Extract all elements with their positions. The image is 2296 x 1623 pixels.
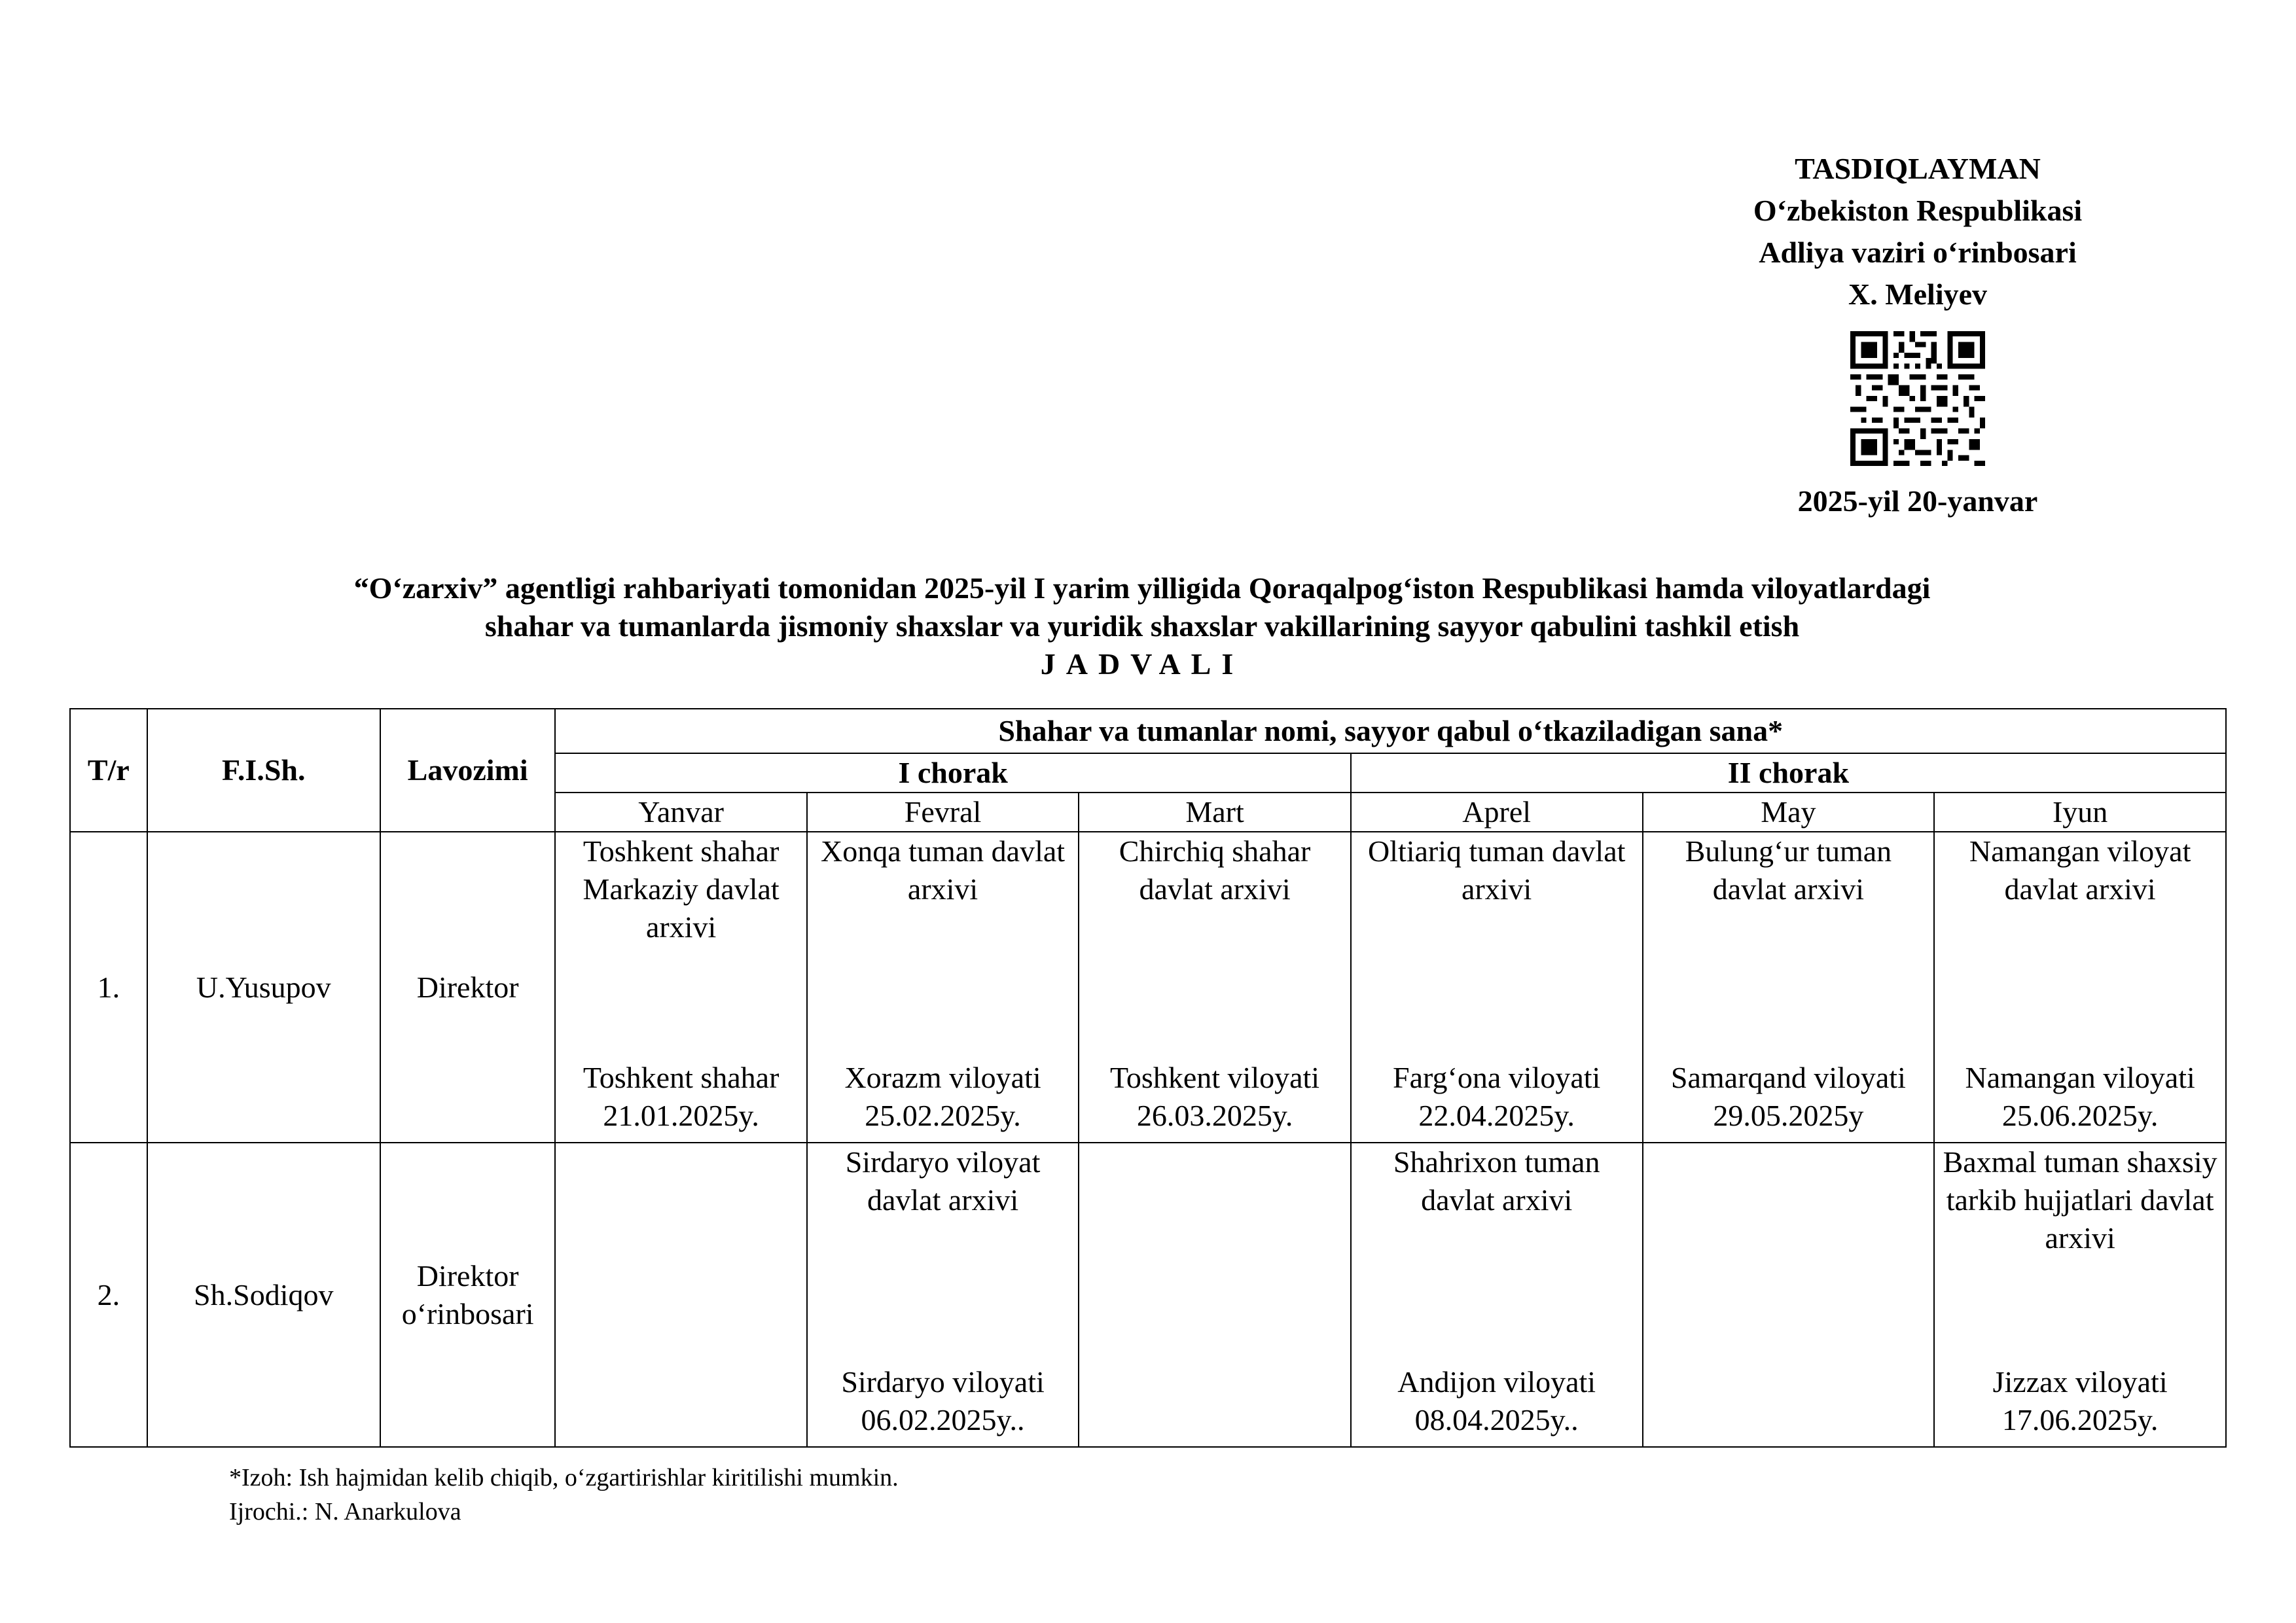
cell-region: Sirdaryo viloyati bbox=[841, 1365, 1045, 1399]
cell-region: Toshkent shahar bbox=[583, 1061, 780, 1094]
header-places-dates: Shahar va tumanlar nomi, sayyor qabul oʻtkaziladigan sana* bbox=[555, 709, 2226, 753]
cell-date: 25.06.2025y. bbox=[2001, 1099, 2159, 1132]
row-full-name: Sh.Sodiqov bbox=[147, 1143, 380, 1447]
header-month-march: Mart bbox=[1079, 793, 1351, 832]
footer-note: *Izoh: Ish hajmidan kelib chiqib, oʻzgartirishlar kiritilishi mumkin. bbox=[229, 1464, 899, 1491]
table-row bbox=[70, 832, 2226, 1143]
cell-place: Namangan viloyat davlat arxivi bbox=[1969, 834, 2191, 906]
heading-line-2: shahar va tumanlarda jismoniy shaxslar va yuridik shaxslar vakillarining sayyor qabulini tashkil etish bbox=[484, 609, 1800, 643]
document-type: JADVALI bbox=[1040, 647, 1244, 681]
schedule-cell-april bbox=[1351, 1143, 1643, 1447]
schedule-table bbox=[69, 708, 2227, 1448]
approval-line-1: Oʻzbekiston Respublikasi bbox=[1753, 194, 2083, 227]
cell-place: Baxmal tuman shaxsiy tarkib hujjatlari davlat arxivi bbox=[1943, 1145, 2217, 1255]
footer-executor: Ijrochi.: N. Anarkulova bbox=[229, 1498, 461, 1525]
cell-region: Andijon viloyati bbox=[1397, 1365, 1596, 1399]
cell-date: 29.05.2025y bbox=[1713, 1099, 1864, 1132]
row-full-name: U.Yusupov bbox=[147, 832, 380, 1143]
cell-region: Namangan viloyati bbox=[1965, 1061, 2195, 1094]
approval-signer: X. Meliyev bbox=[1848, 277, 1988, 311]
cell-date: 08.04.2025y.. bbox=[1414, 1403, 1579, 1436]
cell-place: Sirdaryo viloyat davlat arxivi bbox=[845, 1145, 1041, 1217]
cell-place: Bulungʻur tuman davlat arxivi bbox=[1685, 834, 1892, 906]
header-month-june: Iyun bbox=[1934, 793, 2226, 832]
row-number: 2. bbox=[70, 1143, 147, 1447]
footer bbox=[229, 1461, 899, 1529]
schedule-cell-march bbox=[1079, 832, 1351, 1143]
header-month-may: May bbox=[1643, 793, 1935, 832]
header-month-january: Yanvar bbox=[555, 793, 806, 832]
approval-line-2: Adliya vaziri oʻrinbosari bbox=[1759, 236, 2077, 269]
approval-block bbox=[1676, 148, 2160, 522]
table-row bbox=[70, 1143, 2226, 1447]
schedule-cell-january bbox=[555, 1143, 806, 1447]
schedule-cell-april bbox=[1351, 832, 1643, 1143]
cell-place: Oltiariq tuman davlat arxivi bbox=[1367, 834, 1626, 906]
schedule-cell-june bbox=[1934, 832, 2226, 1143]
cell-place: Xonqa tuman davlat arxivi bbox=[821, 834, 1066, 906]
cell-region: Fargʻona viloyati bbox=[1393, 1061, 1601, 1094]
cell-region: Xorazm viloyati bbox=[844, 1061, 1041, 1094]
cell-region: Toshkent viloyati bbox=[1110, 1061, 1320, 1094]
header-full-name: F.I.Sh. bbox=[147, 709, 380, 832]
heading-line-1: “Oʻzarxiv” agentligi rahbariyati tomonidan 2025-yil I yarim yilligida Qoraqalpogʻiston Respublikasi hamda viloyatlardagi bbox=[353, 571, 1931, 605]
header-month-february: Fevral bbox=[807, 793, 1079, 832]
schedule-cell-january bbox=[555, 832, 806, 1143]
cell-date: 25.02.2025y. bbox=[865, 1099, 1021, 1132]
header-number: T/r bbox=[70, 709, 147, 832]
document-heading bbox=[65, 569, 2219, 683]
schedule-cell-may bbox=[1643, 832, 1935, 1143]
header-quarter-2: II chorak bbox=[1351, 753, 2226, 793]
cell-date: 17.06.2025y. bbox=[2001, 1403, 2159, 1436]
schedule-cell-february bbox=[807, 832, 1079, 1143]
cell-place: Shahrixon tuman davlat arxivi bbox=[1393, 1145, 1600, 1217]
schedule-cell-february bbox=[807, 1143, 1079, 1447]
cell-place: Chirchiq shahar davlat arxivi bbox=[1119, 834, 1311, 906]
approval-date: 2025-yil 20-yanvar bbox=[1797, 484, 2038, 518]
cell-region: Samarqand viloyati bbox=[1670, 1061, 1906, 1094]
cell-date: 21.01.2025y. bbox=[603, 1099, 759, 1132]
cell-date: 26.03.2025y. bbox=[1136, 1099, 1293, 1132]
cell-date: 22.04.2025y. bbox=[1418, 1099, 1575, 1132]
schedule-cell-march bbox=[1079, 1143, 1351, 1447]
cell-place: Toshkent shahar Markaziy davlat arxivi bbox=[583, 834, 780, 944]
qr-code-icon bbox=[1850, 331, 1985, 466]
cell-date: 06.02.2025y.. bbox=[861, 1403, 1025, 1436]
row-number: 1. bbox=[70, 832, 147, 1143]
header-quarter-1: I chorak bbox=[555, 753, 1350, 793]
row-position: Direktor bbox=[380, 832, 556, 1143]
approval-title: TASDIQLAYMAN bbox=[1795, 152, 2041, 185]
schedule-cell-may bbox=[1643, 1143, 1935, 1447]
cell-region: Jizzax viloyati bbox=[1992, 1365, 2168, 1399]
schedule-cell-june bbox=[1934, 1143, 2226, 1447]
header-position: Lavozimi bbox=[380, 709, 556, 832]
header-month-april: Aprel bbox=[1351, 793, 1643, 832]
row-position: Direktor oʻrinbosari bbox=[380, 1143, 556, 1447]
